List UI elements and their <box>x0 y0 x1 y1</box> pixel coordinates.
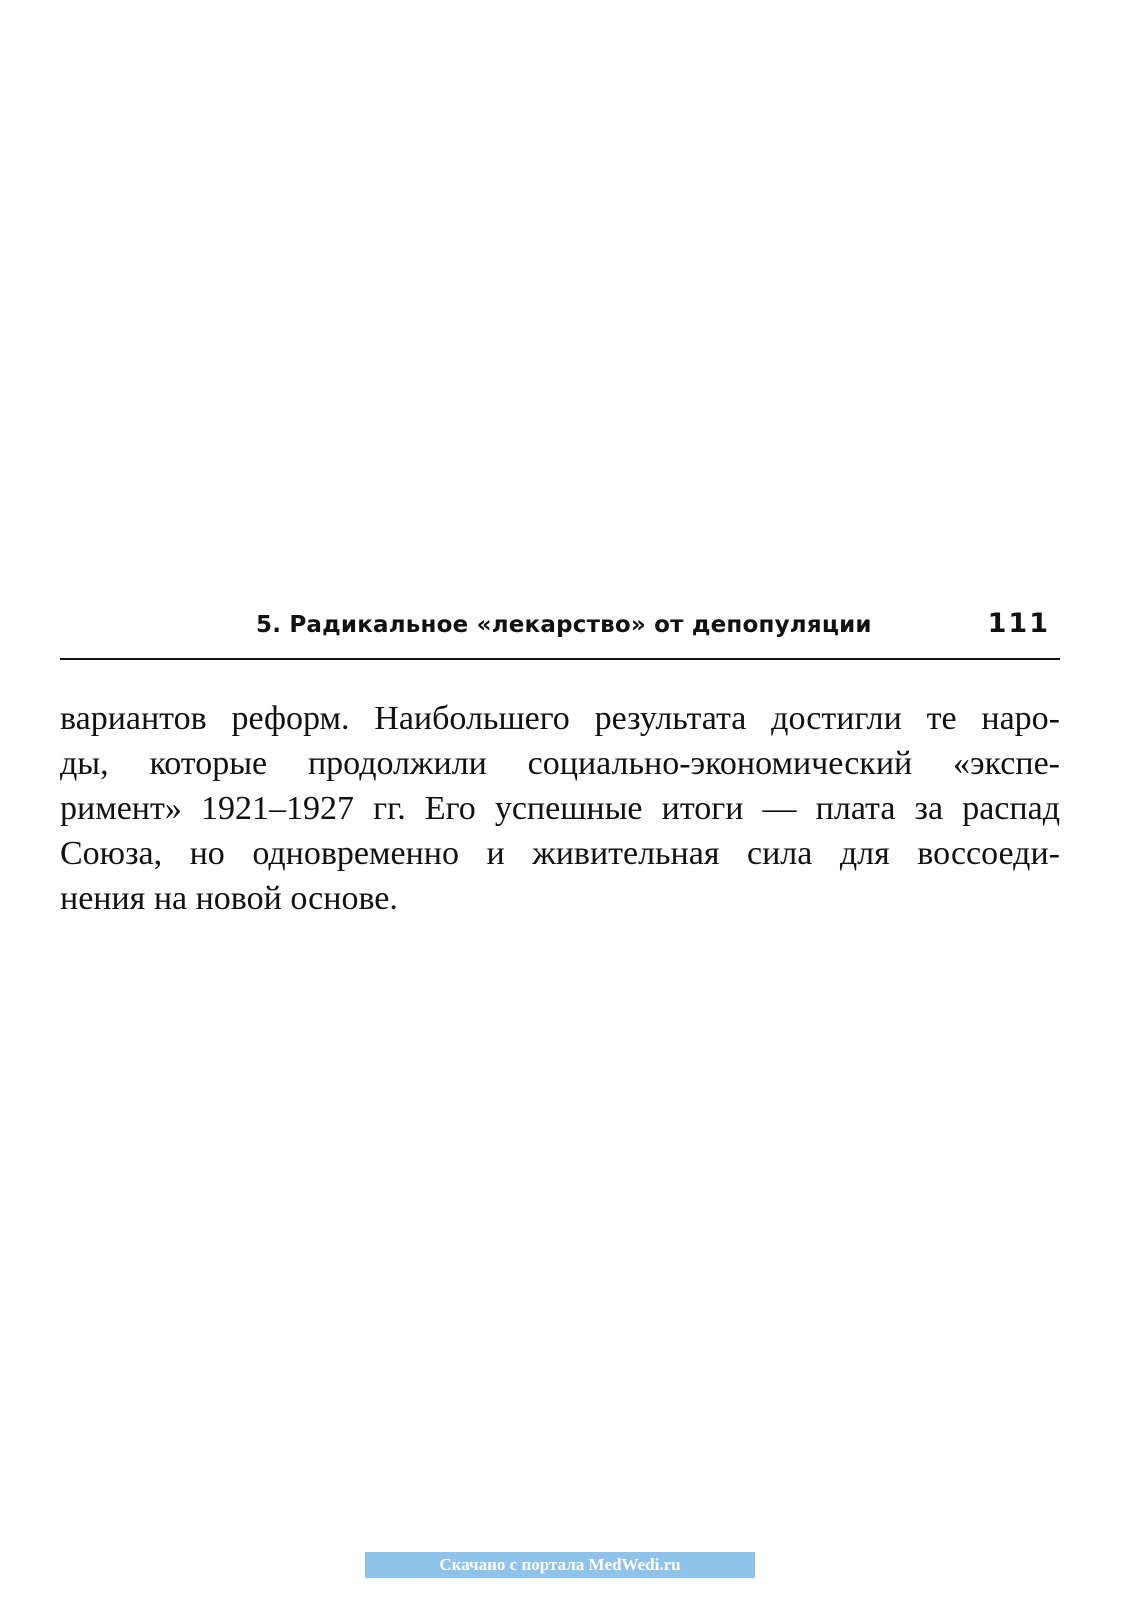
watermark-text: Скачано с портала MedWedi.ru <box>439 1555 681 1574</box>
body-text-line: Союза, но одновременно и живительная сила для воссоеди- <box>60 835 1060 872</box>
header-divider <box>60 658 1060 660</box>
page-number: 111 <box>987 608 1050 639</box>
running-header-title: 5. Радикальное «лекарство» от депопуляции <box>256 612 872 638</box>
body-text-line: нения на новой основе. <box>60 880 398 917</box>
running-header <box>60 608 1060 648</box>
body-text-line: ды, которые продолжили социально-экономический «экспе- <box>60 745 1060 782</box>
body-paragraph <box>60 696 1060 921</box>
download-watermark <box>365 1552 755 1578</box>
body-text-line: римент» 1921–1927 гг. Его успешные итоги — плата за распад <box>60 790 1060 827</box>
body-text-line: вариантов реформ. Наибольшего результата достигли те наро- <box>60 700 1060 737</box>
